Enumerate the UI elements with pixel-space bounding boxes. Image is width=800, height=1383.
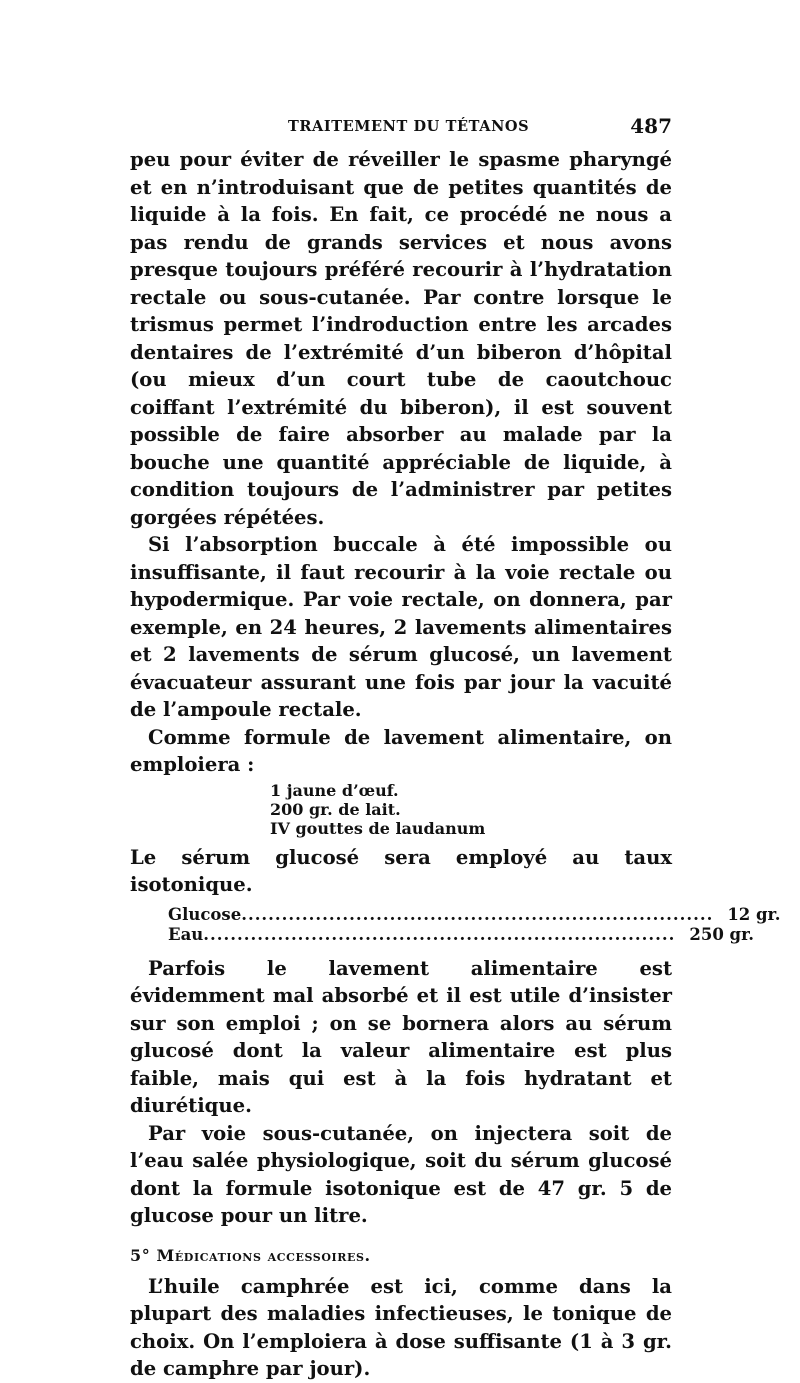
section-number: 5° — [130, 1245, 151, 1265]
leader-dots: ...................................................................... — [241, 904, 714, 924]
ingredient-quantity: 12 gr. — [727, 904, 781, 924]
serum-composition-table — [168, 904, 781, 945]
ingredient-name: Glucose — [168, 904, 242, 924]
paragraph-camphor-oil: L’huile camphrée est ici, comme dans la plupart des maladies infectieuses, le tonique de choix. On l’emploiera à dose suffisante (1 à 3 gr. de camphre par jour). — [130, 1274, 672, 1380]
table-row — [168, 904, 781, 925]
enema-recipe — [270, 781, 672, 838]
page-header — [130, 112, 672, 146]
paragraph-rectal-route: Si l’absorption buccale à été impossible ou insuffisante, il faut recourir à la voie rectale ou hypodermique. Par voie rectale, on donnera, par exemple, en 24 heures, 2 lavements alimentaires et 2 lavements de sérum glucosé, un lavement évacuateur assurant une fois par jour la vacuité de l’ampoule rectale. — [130, 533, 672, 721]
paragraph-isotonic-serum: Le sérum glucosé sera employé au taux isotonique. — [130, 845, 672, 896]
recipe-line: IV gouttes de laudanum — [270, 818, 486, 838]
ingredient-quantity: 250 gr. — [689, 924, 755, 944]
paragraph-buccal-hydration: peu pour éviter de réveiller le spasme pharyngé et en n’introduisant que de petites quantités de liquide à la fois. En fait, ce procédé ne nous a pas rendu de grands services et nous avons presque toujours préféré recourir à l’hydratation rectale ou sous-cutanée. Par contre lorsque le trismus permet l’indroduction entre les arcades dentaires de l’extrémité d’un biberon d’hôpital (ou mieux d’un court tube de caoutchouc coiffant l’extrémité du biberon), il est souvent possible de faire absorber au malade par la bouche une quantité appréciable de liquide, à condition toujours de l’administrer par petites gorgées répétées. — [130, 148, 672, 529]
table-row — [168, 924, 755, 945]
paragraph-formula-intro: Comme formule de lavement alimentaire, on emploiera : — [130, 725, 672, 776]
recipe-line: 1 jaune d’œuf. — [270, 780, 399, 800]
paragraph-subcutaneous-route: Par voie sous-cutanée, on injectera soit de l’eau salée physiologique, soit du sérum glucosé dont la formule isotonique est de 47 gr. 5 de glucose pour un litre. — [130, 1121, 672, 1227]
recipe-line: 200 gr. de lait. — [270, 799, 401, 819]
ingredient-name: Eau — [168, 924, 204, 944]
running-title: TRAITEMENT DU TÉTANOS — [288, 118, 530, 135]
section-heading — [130, 1246, 672, 1265]
page-number: 487 — [630, 114, 672, 138]
section-title: Médications accessoires. — [156, 1245, 371, 1265]
book-page — [130, 112, 781, 1383]
leader-dots: ...................................................................... — [203, 924, 676, 944]
paragraph-poor-absorption: Parfois le lavement alimentaire est évidemment mal absorbé et il est utile d’insister sur son emploi ; on se bornera alors au sérum glucosé dont la valeur alimentaire est plus faible, mais qui est à la fois hydratant et diurétique. — [130, 956, 672, 1117]
